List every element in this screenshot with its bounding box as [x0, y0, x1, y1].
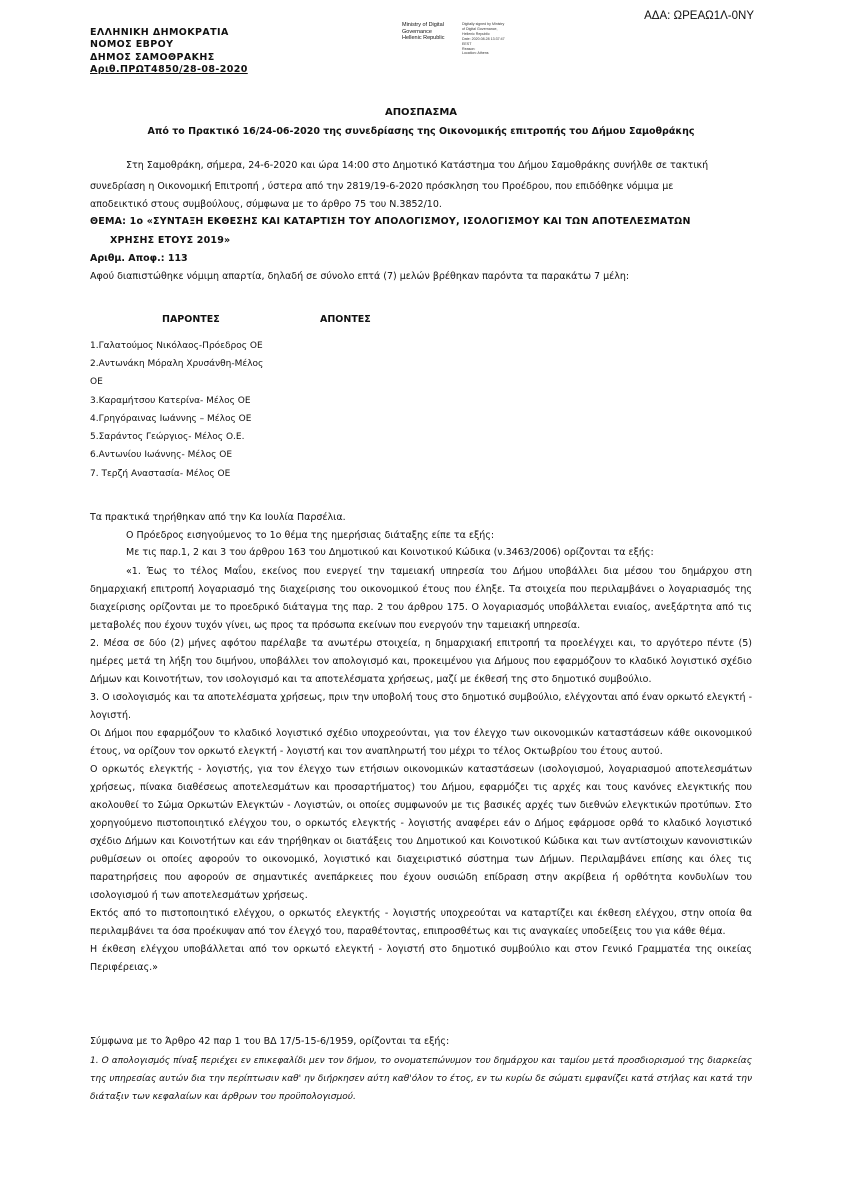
signature-detail: Digitally signed by Ministry — [462, 22, 505, 26]
member-1: 1.Γαλατούμος Νικόλαος-Πρόεδρος ΟΕ — [90, 341, 263, 351]
law-paragraph-7: Η έκθεση ελέγχου υποβάλλεται από τον ορκωτό ελεγκτή - λογιστή στο δημοτικό συμβούλιο και στον Γενικό Γραμματέα της οικείας Περιφέρειας.» — [90, 944, 752, 973]
signature-detail: Reason: — [462, 46, 476, 51]
subject-line-2: ΧΡΗΣΗΣ ΕΤΟΥΣ 2019» — [110, 235, 231, 246]
doc-heading: ΑΠΟΣΠΑΣΜΑ — [384, 107, 458, 118]
issuer-line-2: ΝΟΜΟΣ ΕΒΡΟΥ — [90, 39, 174, 51]
member-2-cont: ΟΕ — [90, 377, 103, 387]
signature-line-3: Hellenic Republic — [402, 35, 445, 42]
member-5: 5.Σαράντος Γεώργιος- Μέλος Ο.Ε. — [90, 432, 245, 442]
digital-signature — [402, 22, 445, 42]
signature-details — [462, 22, 505, 56]
signature-detail: Location: Athens — [462, 51, 489, 56]
doc-subheading: Από το Πρακτικό 16/24-06-2020 της συνεδρίασης της Οικονομικής επιτροπής του Δήμου Σαμοθράκης — [147, 126, 695, 137]
law-text — [90, 563, 752, 977]
intro-line-1: Στη Σαμοθράκη, σήμερα, 24-6-2020 και ώρα 14:00 στο Δημοτικό Κατάστημα του Δήμου Σαμοθράκης συνήλθε σε τακτική — [126, 160, 709, 171]
intro-line-2: συνεδρίαση η Οικονομική Επιτροπή , ύστερα από την 2819/19-6-2020 πρόσκληση του Προέδρου, που επιδόθηκε νόμιμα με — [90, 181, 674, 192]
chair-intro: Ο Πρόεδρος εισηγούμενος το 1ο θέμα της ημερήσιας διάταξης είπε τα εξής: — [126, 530, 495, 541]
quorum-text: Αφού διαπιστώθηκε νόμιμη απαρτία, δηλαδή σε σύνολο επτά (7) μελών βρέθηκαν παρόντα τα παρακάτω 7 μέλη: — [90, 271, 630, 282]
member-3: 3.Καραμήτσου Κατερίνα- Μέλος ΟΕ — [90, 396, 251, 406]
issuer-line-1: ΕΛΛΗΝΙΚΗ ΔΗΜΟΚΡΑΤΙΑ — [90, 27, 229, 38]
decision-number: Αριθμ. Αποφ.: 113 — [90, 253, 188, 264]
member-2: 2.Αντωνάκη Μόραλη Χρυσάνθη-Μέλος — [90, 359, 264, 369]
chair-article: Με τις παρ.1, 2 και 3 του άρθρου 163 του Δημοτικού και Κοινοτικού Κώδικα (ν.3463/2006) ορίζονται τα εξής: — [126, 547, 654, 558]
signature-detail: EEST — [462, 41, 472, 46]
member-7: 7. Τερζή Αναστασία- Μέλος ΟΕ — [90, 469, 231, 479]
law-paragraph-1: «1. Έως το τέλος Μαΐου, εκείνος που ενεργεί την ταμειακή υπηρεσία του Δήμου υποβάλλει δια μέσου του δημάρχου στη δημαρχιακή επιτροπή λογαριασμό της διαχείρισης του οικονομικού έτους που έληξε. Τα στοιχεία που περιλαμβάνει ο λογαριασμός της διαχείρισης ορίζονται με το προεδρικό διάταγμα της παρ. 2 του άρθρου 175. Ο λογαριασμός υποβάλλεται ενιαίος, ανεξάρτητα από τις μεταβολές που έχουν τυχόν γίνει, ως προς τα πρόσωπα εκείνων που ενεργούν την ταμειακή υπηρεσία. — [90, 566, 752, 631]
signature-detail: Date: 2020.08.28 13:37:47 — [462, 36, 505, 41]
decree-text: 1. Ο απολογισμός πίναξ περιέχει εν επικεφαλίδι μεν τον δήμον, το ονοματεπώνυμον του δημάρχου και ταμίου μετά προσδιορισμού της διαρκείας της υπηρεσίας αυτών δια την περίπτωσιν καθ' ην διήρκησεν αύτη καθ'όλον το έτος, εν τω κυρίω δε σώματι εμφανίζει κατά στήλας και κατά την διάταξιν των κεφαλαίων και άρθρων του προϋπολογισμού. — [90, 1056, 752, 1102]
law-paragraph-4: Οι Δήμοι που εφαρμόζουν το κλαδικό λογιστικό σχέδιο υποχρεούνται, για τον έλεγχο των οικονομικών καταστάσεων κάθε οικονομικού έτους, να ορίζουν τον ορκωτό ελεγκτή - λογιστή και τον αναπληρωτή του μέχρι το τέλος Οκτωβρίου του έτους αυτού. — [90, 728, 752, 757]
signature-detail: of Digital Governance, — [462, 26, 498, 31]
signature-line-1: Ministry of Digital — [402, 22, 444, 28]
minutes-keeper: Τα πρακτικά τηρήθηκαν από την Κα Ιουλία Παρσέλια. — [90, 512, 346, 523]
signature-detail: Hellenic Republic — [462, 31, 490, 36]
ada-code: ΑΔΑ: ΩΡΕΑΩ1Λ-0ΝΥ — [644, 10, 754, 22]
intro-line-3: αποδεικτικό στους συμβούλους, σύμφωνα με το άρθρο 75 του Ν.3852/10. — [90, 199, 442, 210]
issuer-line-3: ΔΗΜΟΣ ΣΑΜΟΘΡΑΚΗΣ — [90, 51, 215, 63]
issuer-block — [90, 27, 248, 77]
subject-line-1: ΘΕΜΑ: 1ο «ΣΥΝΤΑΞΗ ΕΚΘΕΣΗΣ ΚΑΙ ΚΑΤΑΡΤΙΣΗ ΤΟΥ ΑΠΟΛΟΓΙΣΜΟΥ, ΙΣΟΛΟΓΙΣΜΟΥ ΚΑΙ ΤΩΝ ΑΠΟΤΕΛΕΣΜΑΤΩΝ — [90, 216, 691, 227]
protocol-number: Αριθ.ΠΡΩΤ4850/28-08-2020 — [90, 64, 248, 76]
present-label: ΠΑΡΟΝΤΕΣ — [162, 314, 220, 325]
law-paragraph-5: Ο ορκωτός ελεγκτής - λογιστής, για τον έλεγχο των ετήσιων οικονομικών καταστάσεων (ισολογισμού, λογαριασμού αποτελεσμάτων χρήσεως, πίνακα διαθέσεως αποτελεσμάτων και προσαρτήματος) του Δήμου, εφαρμόζει τις αρχές και τους κανόνες ελεγκτικής που ακολουθεί το Σώμα Ορκωτών Ελεγκτών - Λογιστών, οι οποίες συμφωνούν με τις βασικές αρχές των διεθνών ελεγκτικών προτύπων. Στο χορηγούμενο πιστοποιητικό ελέγχου του, ο ορκωτός ελεγκτής - λογιστής αναφέρει εάν ο Δήμος εφάρμοσε ορθά το κλαδικό λογιστικό σχέδιο Δήμων και Κοινοτήτων και εάν τηρήθηκαν οι διατάξεις του Δημοτικού και Κοινοτικού Κώδικα και των αντίστοιχων κανονιστικών ρυθμίσεων οι οποίες αφορούν το οικονομικό, λογιστικό και διαχειριστικό σύστημα των Δήμων. Περιλαμβάνει επίσης και όλες τις παρατηρήσεις που αφορούν σε σημαντικές ανεπάρκειες που έχουν ουσιώδη επίδραση στην ακρίβεια ή ορθότητα κονδυλίων του ισολογισμού ή των αποτελεσμάτων χρήσεως. — [90, 764, 752, 901]
absent-label: ΑΠΟΝΤΕΣ — [320, 314, 371, 325]
member-6: 6.Αντωνίου Ιωάννης- Μέλος ΟΕ — [90, 450, 233, 460]
law-paragraph-3: 3. Ο ισολογισμός και τα αποτελέσματα χρήσεως, πριν την υποβολή τους στο δημοτικό συμβούλιο, ελέγχονται από έναν ορκωτό ελεγκτή - λογιστή. — [90, 692, 752, 721]
signature-line-2: Governance — [402, 28, 432, 35]
law-paragraph-2: 2. Μέσα σε δύο (2) μήνες αφότου παρέλαβε τα ανωτέρω στοιχεία, η δημαρχιακή επιτροπή τα προελέγχει και, το αργότερο πέντε (5) ημέρες μετά τη λήξη του διμήνου, υποβάλλει τον απολογισμό και, προκειμένου για Δήμους που εφαρμόζουν το κλαδικό λογιστικό σχέδιο Δήμων και Κοινοτήτων, τον ισολογισμό και τα αποτελέσματα χρήσεως, μαζί με έκθεσή της στο δημοτικό συμβούλιο. — [90, 638, 752, 685]
decree-intro: Σύμφωνα με το Άρθρο 42 παρ 1 του ΒΔ 17/5-15-6/1959, ορίζονται τα εξής: — [90, 1036, 450, 1047]
member-4: 4.Γρηγόραινας Ιωάννης – Μέλος ΟΕ — [90, 414, 252, 424]
law-paragraph-6: Εκτός από το πιστοποιητικό ελέγχου, ο ορκωτός ελεγκτής - λογιστής υποχρεούται να καταρτίζει και έκθεση ελέγχου, στην οποία θα περιλαμβάνει τα όσα προέκυψαν από τον έλεγχό του, παραθέτοντας, επιπροσθέτως και τις αναγκαίες υποδείξεις του για κάθε θέμα. — [90, 908, 752, 937]
